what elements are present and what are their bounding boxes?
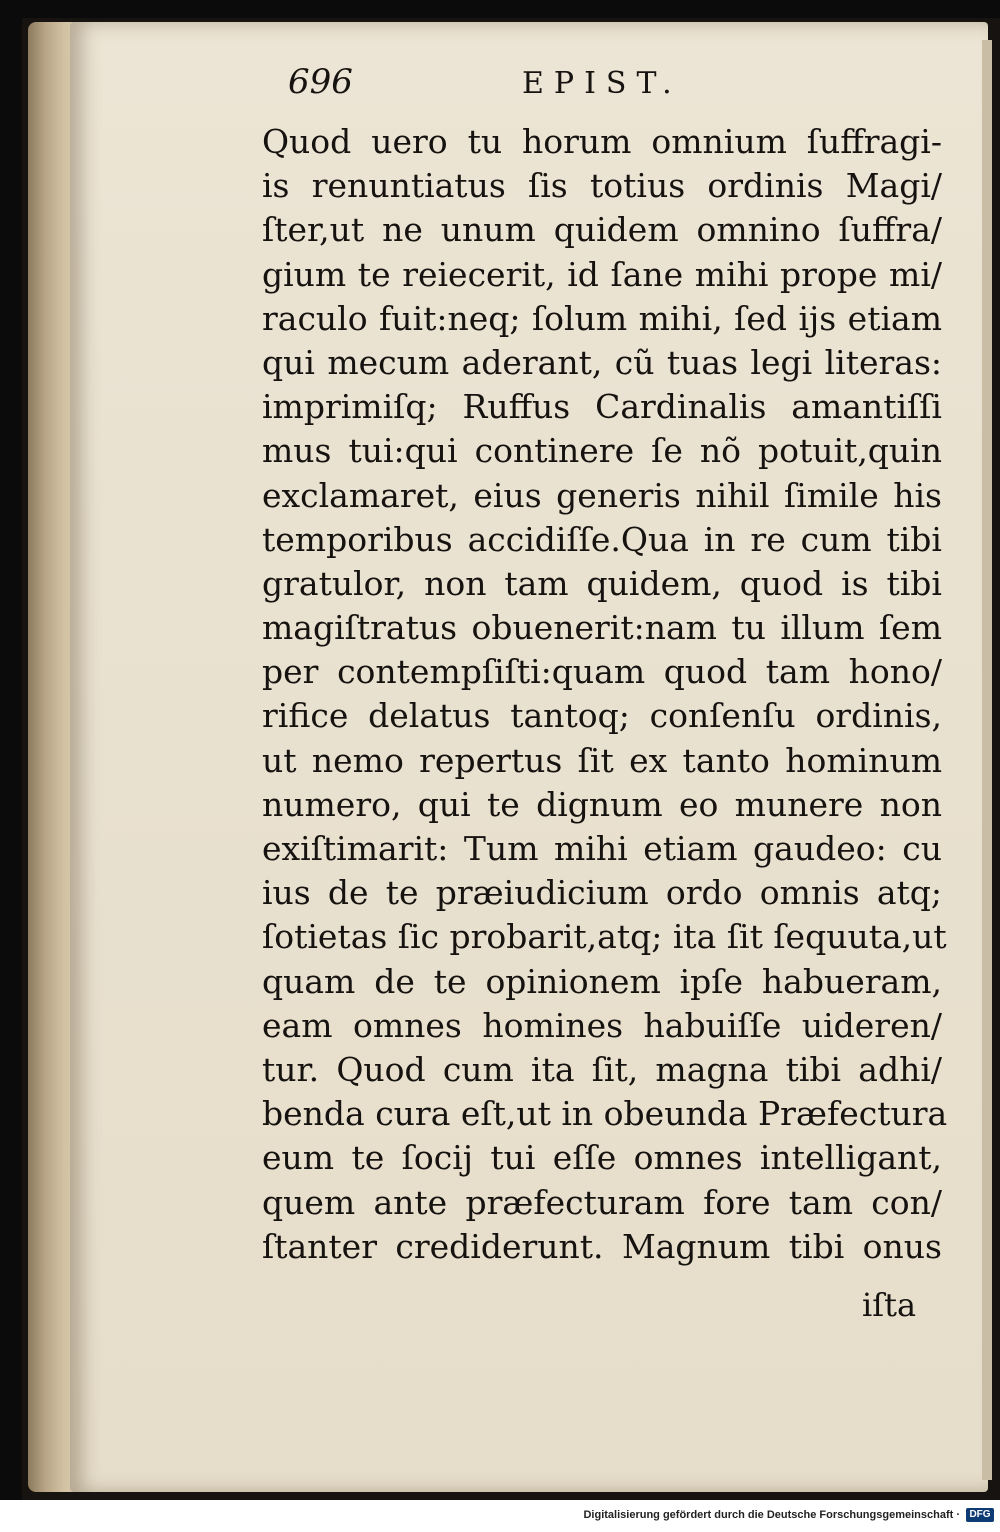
- text-line: imprimiſq; Ruffus Cardinalis amantiſſi: [262, 387, 942, 427]
- running-title: EPIST.: [522, 66, 682, 101]
- text-line: rifice delatus tantoq; conſenſu ordinis,: [262, 696, 942, 736]
- text-line: numero, qui te dignum eo munere non: [262, 784, 942, 824]
- text-line: exiſtimarit: Tum mihi etiam gaudeo: cu: [262, 829, 942, 868]
- text-line: gium te reiecerit, id ſane mihi prope mi/: [262, 254, 942, 294]
- text-line: ſotietas ſic probarit,atq; ita ſit ſequuta,ut: [262, 917, 947, 957]
- text-line: temporibus accidiſſe.Qua in re cum tibi: [262, 519, 942, 559]
- text-line: Quod uero tu horum omnium ſuffragi-: [262, 122, 942, 161]
- text-line: eum te ſocij tui eſſe omnes intelligant,: [262, 1138, 942, 1178]
- page-number: 696: [288, 62, 353, 102]
- text-line: ius de te præiudicium ordo omnis atq;: [262, 873, 942, 913]
- text-line: per contempſiſti:quam quod tam hono/: [262, 652, 942, 692]
- text-line: quam de te opinionem ipſe habueram,: [262, 961, 942, 1001]
- footer-bar: [0, 1500, 1000, 1532]
- page-header: [0, 62, 1000, 112]
- dfg-logo: DFG: [966, 1508, 994, 1522]
- text-line: exclamaret, eius generis nihil ſimile his: [262, 475, 942, 515]
- catchword: iſta: [862, 1286, 917, 1324]
- text-line: magiſtratus obuenerit:nam tu illum ſem: [262, 608, 942, 648]
- funding-credit: Digitalisierung gefördert durch die Deutsche Forschungsgemeinschaft ·: [583, 1509, 960, 1521]
- text-line: raculo fuit:neq; ſolum mihi, ſed ijs etiam: [262, 298, 942, 338]
- body-text: [262, 120, 948, 1269]
- text-line: ſter,ut ne unum quidem omnino ſuffra/: [262, 210, 942, 250]
- text-line: qui mecum aderant, cũ tuas legi literas:: [262, 342, 942, 382]
- text-line: mus tui:qui continere ſe nõ potuit,quin: [262, 431, 942, 471]
- page-right-edge: [982, 40, 992, 1480]
- text-line: tur. Quod cum ita ſit, magna tibi adhi/: [262, 1049, 942, 1089]
- text-line: ſtanter crediderunt. Magnum tibi onus: [262, 1226, 942, 1266]
- text-line: is renuntiatus ſis totius ordinis Magi/: [262, 166, 942, 206]
- text-line: quem ante præfecturam fore tam con/: [262, 1182, 942, 1222]
- text-line: benda cura eſt,ut in obeunda Præfectura: [262, 1094, 948, 1134]
- text-line: gratulor, non tam quidem, quod is tibi: [262, 563, 942, 603]
- text-line: ut nemo repertus ſit ex tanto hominum: [262, 740, 942, 780]
- text-line: eam omnes homines habuiſſe uideren/: [262, 1005, 942, 1045]
